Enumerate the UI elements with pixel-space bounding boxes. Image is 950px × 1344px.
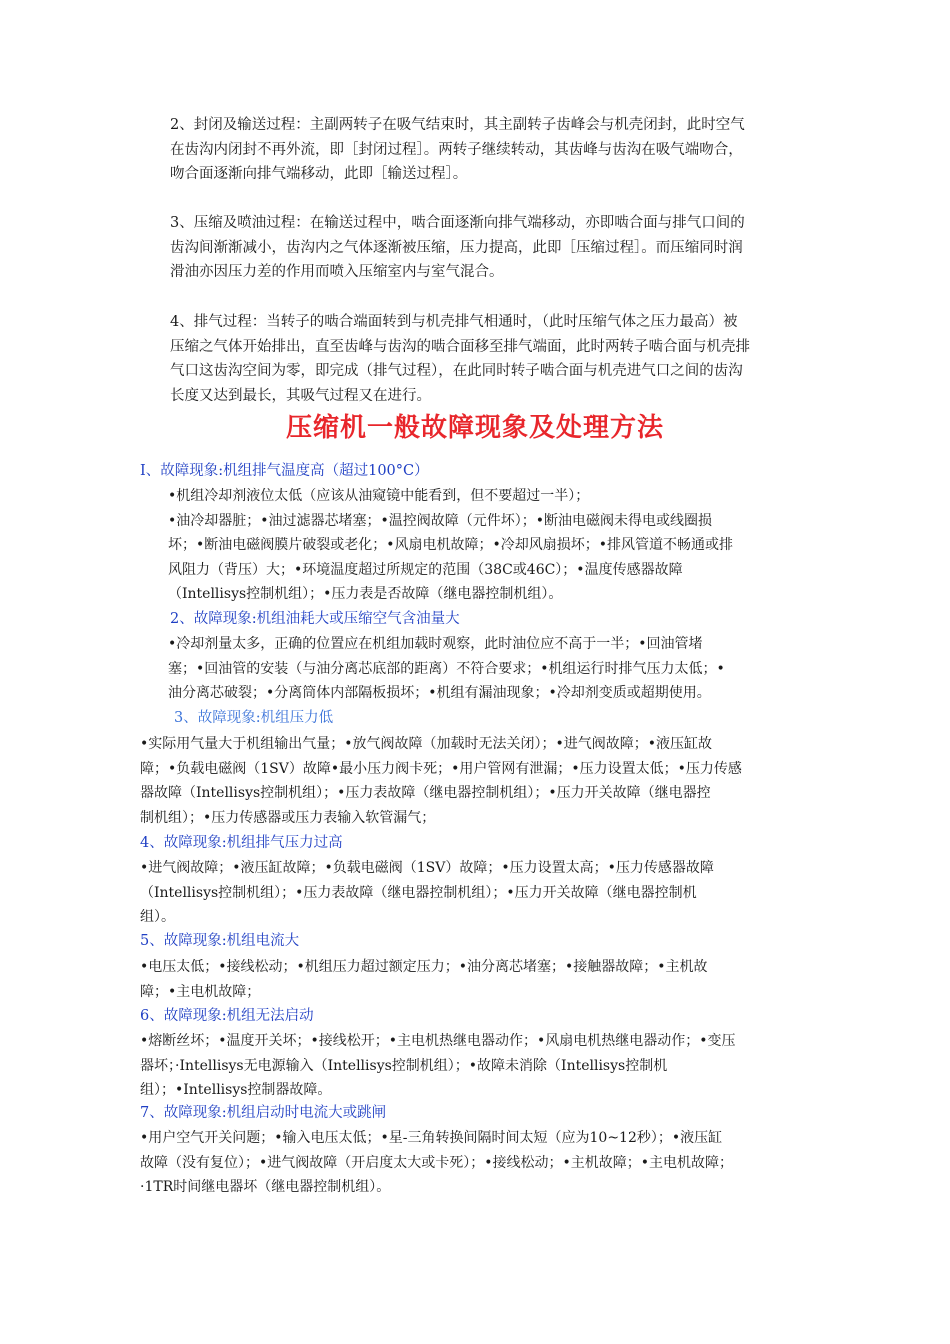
paragraph-exhaust xyxy=(170,310,820,408)
text-line: 风阻力（背压）大；•环境温度超过所规定的范围（38C或46C）；•温度传感器故障 xyxy=(168,561,683,578)
fault-heading-3: 3、故障现象:机组压力低 xyxy=(174,710,334,726)
text-line: 2、封闭及输送过程：主副两转子在吸气结束时，其主副转子齿峰会与机壳闭封，此时空气 xyxy=(170,117,745,133)
text-line: ·1TR时间继电器坏（继电器控制机组）。 xyxy=(140,1179,391,1196)
fault-body-3 xyxy=(140,732,820,830)
fault-heading-1: I、故障现象:机组排气温度高（超过100°C） xyxy=(140,463,429,479)
text-line: 坏；•断油电磁阀膜片破裂或老化；•风扇电机故障；•冷却风扇损坏；•排风管道不畅通或排 xyxy=(168,537,734,554)
text-line: 故障（没有复位）；•进气阀故障（开启度太大或卡死）；•接线松动；•主机故障；•主电机故障； xyxy=(140,1154,734,1171)
fault-body-2 xyxy=(168,632,818,706)
fault-body-4 xyxy=(140,856,820,930)
fault-body-5 xyxy=(140,955,820,1004)
text-line: （Intellisys控制机组）；•压力表是否故障（继电器控制机组）。 xyxy=(168,586,563,603)
text-line: 压缩之气体开始排出，直至齿峰与齿沟的啮合面移至排气端面，此时两转子啮合面与机壳排 xyxy=(170,338,750,355)
text-line: •机组冷却剂液位太低（应该从油窥镜中能看到，但不要超过一半）； xyxy=(168,488,590,504)
text-line: •油冷却器脏；•油过滤器芯堵塞；•温控阀故障（元件坏）；•断油电磁阀未得电或线圈损 xyxy=(168,512,713,529)
fault-heading-6: 6、故障现象:机组无法启动 xyxy=(140,1008,314,1024)
text-line: 组）。 xyxy=(140,909,175,926)
text-line: 油分离芯破裂；•分离筒体内部隔板损坏；•机组有漏油现象；•冷却剂变质或超期使用。 xyxy=(168,685,711,702)
text-line: 在齿沟内闭封不再外流，即［封闭过程］。两转子继续转动，其齿峰与齿沟在吸气端吻合， xyxy=(170,141,743,158)
fault-heading-5: 5、故障现象:机组电流大 xyxy=(140,933,300,949)
text-line: •熔断丝坏；•温度开关坏；•接线松开；•主电机热继电器动作；•风扇电机热继电器动作；•变压 xyxy=(140,1033,736,1049)
fault-heading-2: 2、故障现象:机组油耗大或压缩空气含油量大 xyxy=(170,611,460,627)
text-line: 制机组）；•压力传感器或压力表输入软管漏气； xyxy=(140,809,436,826)
text-line: 气口这齿沟空间为零，即完成（排气过程），在此同时转子啮合面与机壳进气口之间的齿沟 xyxy=(170,363,743,380)
fault-heading-7: 7、故障现象:机组启动时电流大或跳闸 xyxy=(140,1105,387,1121)
text-line: •电压太低；•接线松动；•机组压力超过额定压力；•油分离芯堵塞；•接触器故障；•主机故 xyxy=(140,959,708,975)
text-line: 吻合面逐渐向排气端移动，此即［输送过程］。 xyxy=(170,166,468,183)
fault-body-6 xyxy=(140,1029,820,1103)
text-line: 障；•负载电磁阀（1SV）故障•最小压力阀卡死；•用户管网有泄漏；•压力设置太低；•压力传感 xyxy=(140,760,742,777)
text-line: •用户空气开关问题；•输入电压太低；•星-三角转换间隔时间太短（应为10~12秒）；•液压缸 xyxy=(140,1130,723,1146)
text-line: •冷却剂量太多，正确的位置应在机组加载时观察，此时油位应不高于一半；•回油管堵 xyxy=(168,636,703,652)
fault-body-7 xyxy=(140,1126,830,1200)
text-line: •进气阀故障；•液压缸故障；•负载电磁阀（1SV）故障；•压力设置太高；•压力传感器故障 xyxy=(140,860,714,876)
paragraph-compression-injection xyxy=(170,211,820,285)
text-line: 组）；•Intellisys控制器故障。 xyxy=(140,1082,332,1099)
text-line: 塞；•回油管的安装（与油分离芯底部的距离）不符合要求；•机组运行时排气压力太低；• xyxy=(168,660,725,677)
fault-body-1 xyxy=(168,484,818,607)
text-line: •实际用气量大于机组输出气量；•放气阀故障（加载时无法关闭）；•进气阀故障；•液压缸故 xyxy=(140,736,713,752)
text-line: 长度又达到最长，其吸气过程又在进行。 xyxy=(170,387,431,404)
fault-heading-4: 4、故障现象:机组排气压力过高 xyxy=(140,835,343,851)
paragraph-sealing-conveying xyxy=(170,113,820,187)
text-line: 滑油亦因压力差的作用而喷入压缩室内与室气混合。 xyxy=(170,264,504,281)
text-line: 3、压缩及喷油过程：在输送过程中，啮合面逐渐向排气端移动，亦即啮合面与排气口间的 xyxy=(170,215,745,231)
section-title: 压缩机一般故障现象及处理方法 xyxy=(285,413,664,443)
text-line: 4、排气过程：当转子的啮合端面转到与机壳排气相通时，（此时压缩气体之压力最高）被 xyxy=(170,314,738,330)
text-line: 齿沟间渐渐减小，齿沟内之气体逐渐被压缩，压力提高，此即［压缩过程］。而压缩同时润 xyxy=(170,239,743,256)
text-line: 器故障（Intellisys控制机组）；•压力表故障（继电器控制机组）；•压力开关故障（继电器控 xyxy=(140,785,711,802)
text-line: 器坏；·Intellisys无电源输入（Intellisys控制机组）；•故障未消除（Intellisys控制机 xyxy=(140,1057,668,1074)
text-line: 障；•主电机故障； xyxy=(140,983,261,1000)
text-line: （Intellisys控制机组）；•压力表故障（继电器控制机组）；•压力开关故障（继电器控制机 xyxy=(140,884,697,901)
